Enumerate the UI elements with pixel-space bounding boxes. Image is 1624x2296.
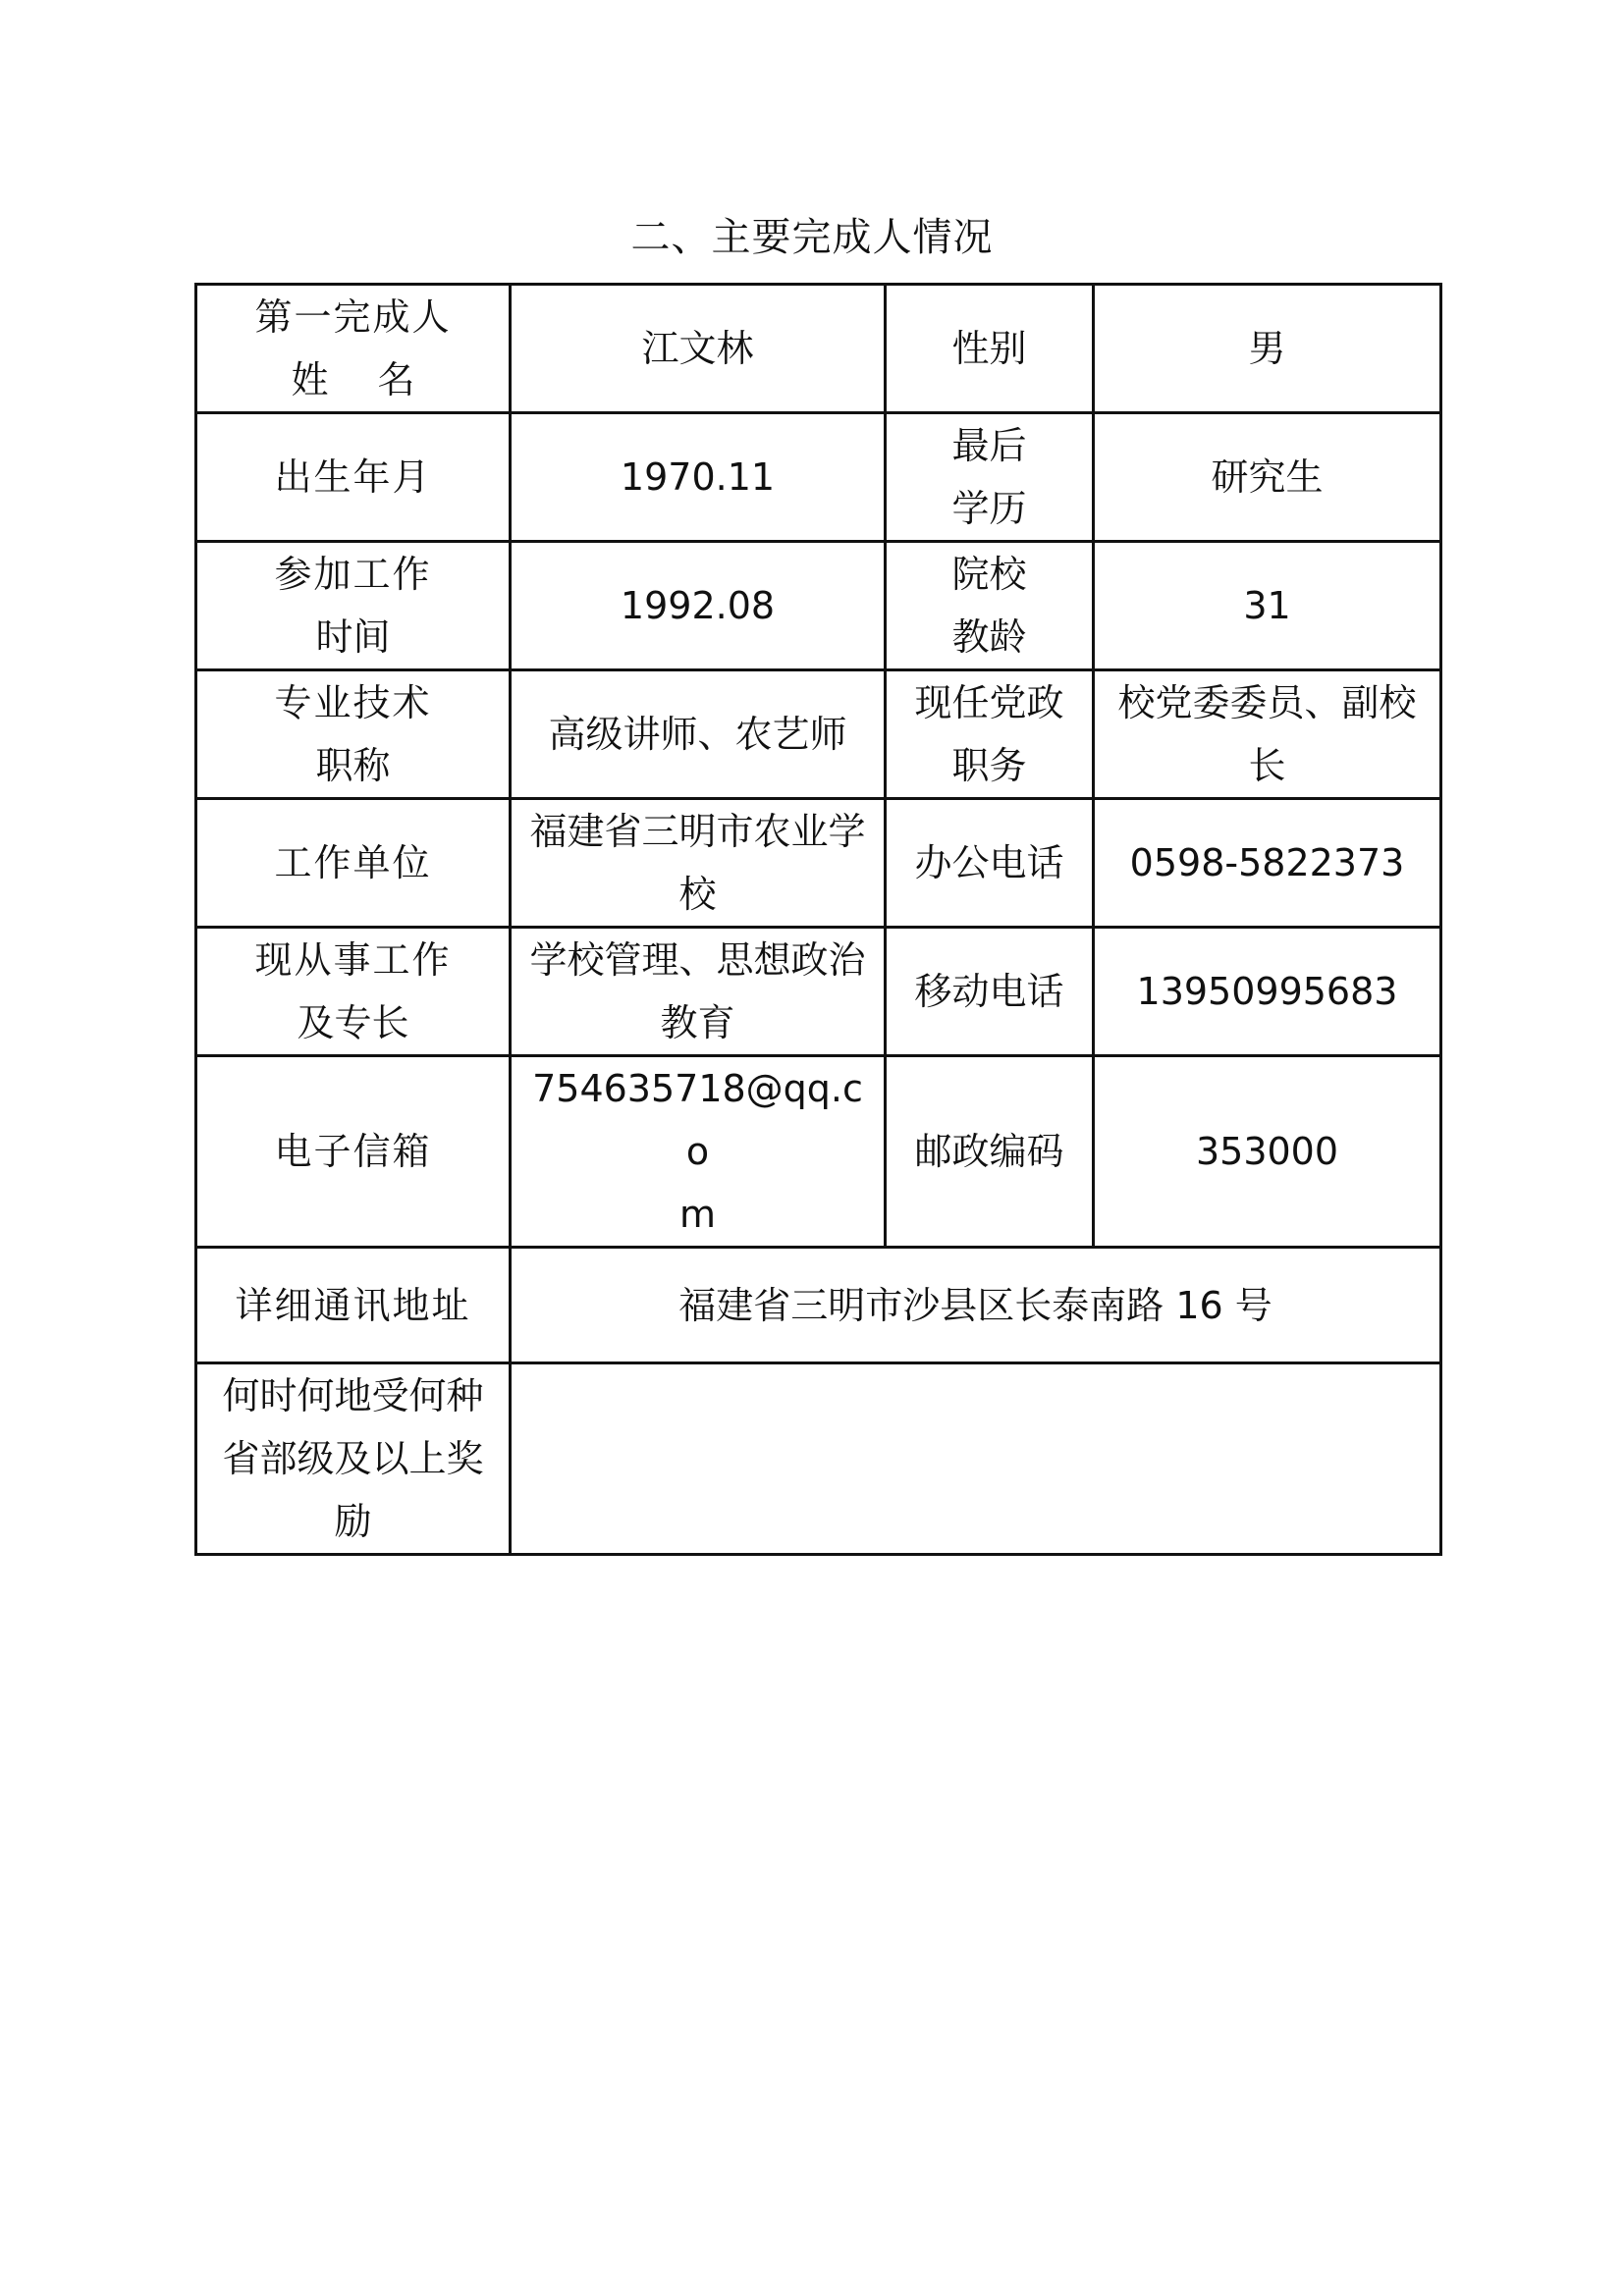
label-cell: 性别 — [886, 285, 1094, 413]
gender-value: 男 — [1094, 285, 1441, 413]
table-row — [196, 928, 1441, 1056]
label-cell: 最后 学历 — [886, 413, 1094, 542]
education-value: 研究生 — [1094, 413, 1441, 542]
table-row — [196, 285, 1441, 413]
mobile-phone-value: 13950995683 — [1094, 928, 1441, 1056]
table-row — [196, 1056, 1441, 1248]
table-row — [196, 542, 1441, 670]
position-value: 校党委委员、副校 长 — [1094, 670, 1441, 799]
specialty-value: 学校管理、思想政治 教育 — [511, 928, 886, 1056]
table-row — [196, 799, 1441, 928]
label-cell: 参加工作 时间 — [196, 542, 511, 670]
email-value: 754635718@qq.co m — [511, 1056, 886, 1248]
completer-info-table — [194, 283, 1442, 1556]
birth-date-value: 1970.11 — [511, 413, 886, 542]
label-cell: 工作单位 — [196, 799, 511, 928]
table-row — [196, 413, 1441, 542]
name-value: 江文林 — [511, 285, 886, 413]
label-cell: 出生年月 — [196, 413, 511, 542]
page-title: 二、主要完成人情况 — [630, 215, 994, 260]
label-cell: 邮政编码 — [886, 1056, 1094, 1248]
table-row — [196, 1363, 1441, 1555]
title-value: 高级讲师、农艺师 — [511, 670, 886, 799]
table-row — [196, 1248, 1441, 1363]
awards-value — [511, 1363, 1441, 1555]
label-cell: 办公电话 — [886, 799, 1094, 928]
postcode-value: 353000 — [1094, 1056, 1441, 1248]
label-cell: 何时何地受何种 省部级及以上奖励 — [196, 1363, 511, 1555]
label-cell: 详细通讯地址 — [196, 1248, 511, 1363]
label-cell: 专业技术 职称 — [196, 670, 511, 799]
label-cell: 第一完成人 姓 名 — [196, 285, 511, 413]
employer-value: 福建省三明市农业学 校 — [511, 799, 886, 928]
table-row — [196, 670, 1441, 799]
label-cell: 电子信箱 — [196, 1056, 511, 1248]
label-cell: 现从事工作 及专长 — [196, 928, 511, 1056]
label-cell: 移动电话 — [886, 928, 1094, 1056]
label-cell: 院校 教龄 — [886, 542, 1094, 670]
office-phone-value: 0598-5822373 — [1094, 799, 1441, 928]
label-cell: 现任党政 职务 — [886, 670, 1094, 799]
address-value: 福建省三明市沙县区长泰南路 16 号 — [511, 1248, 1441, 1363]
work-start-value: 1992.08 — [511, 542, 886, 670]
teaching-years-value: 31 — [1094, 542, 1441, 670]
